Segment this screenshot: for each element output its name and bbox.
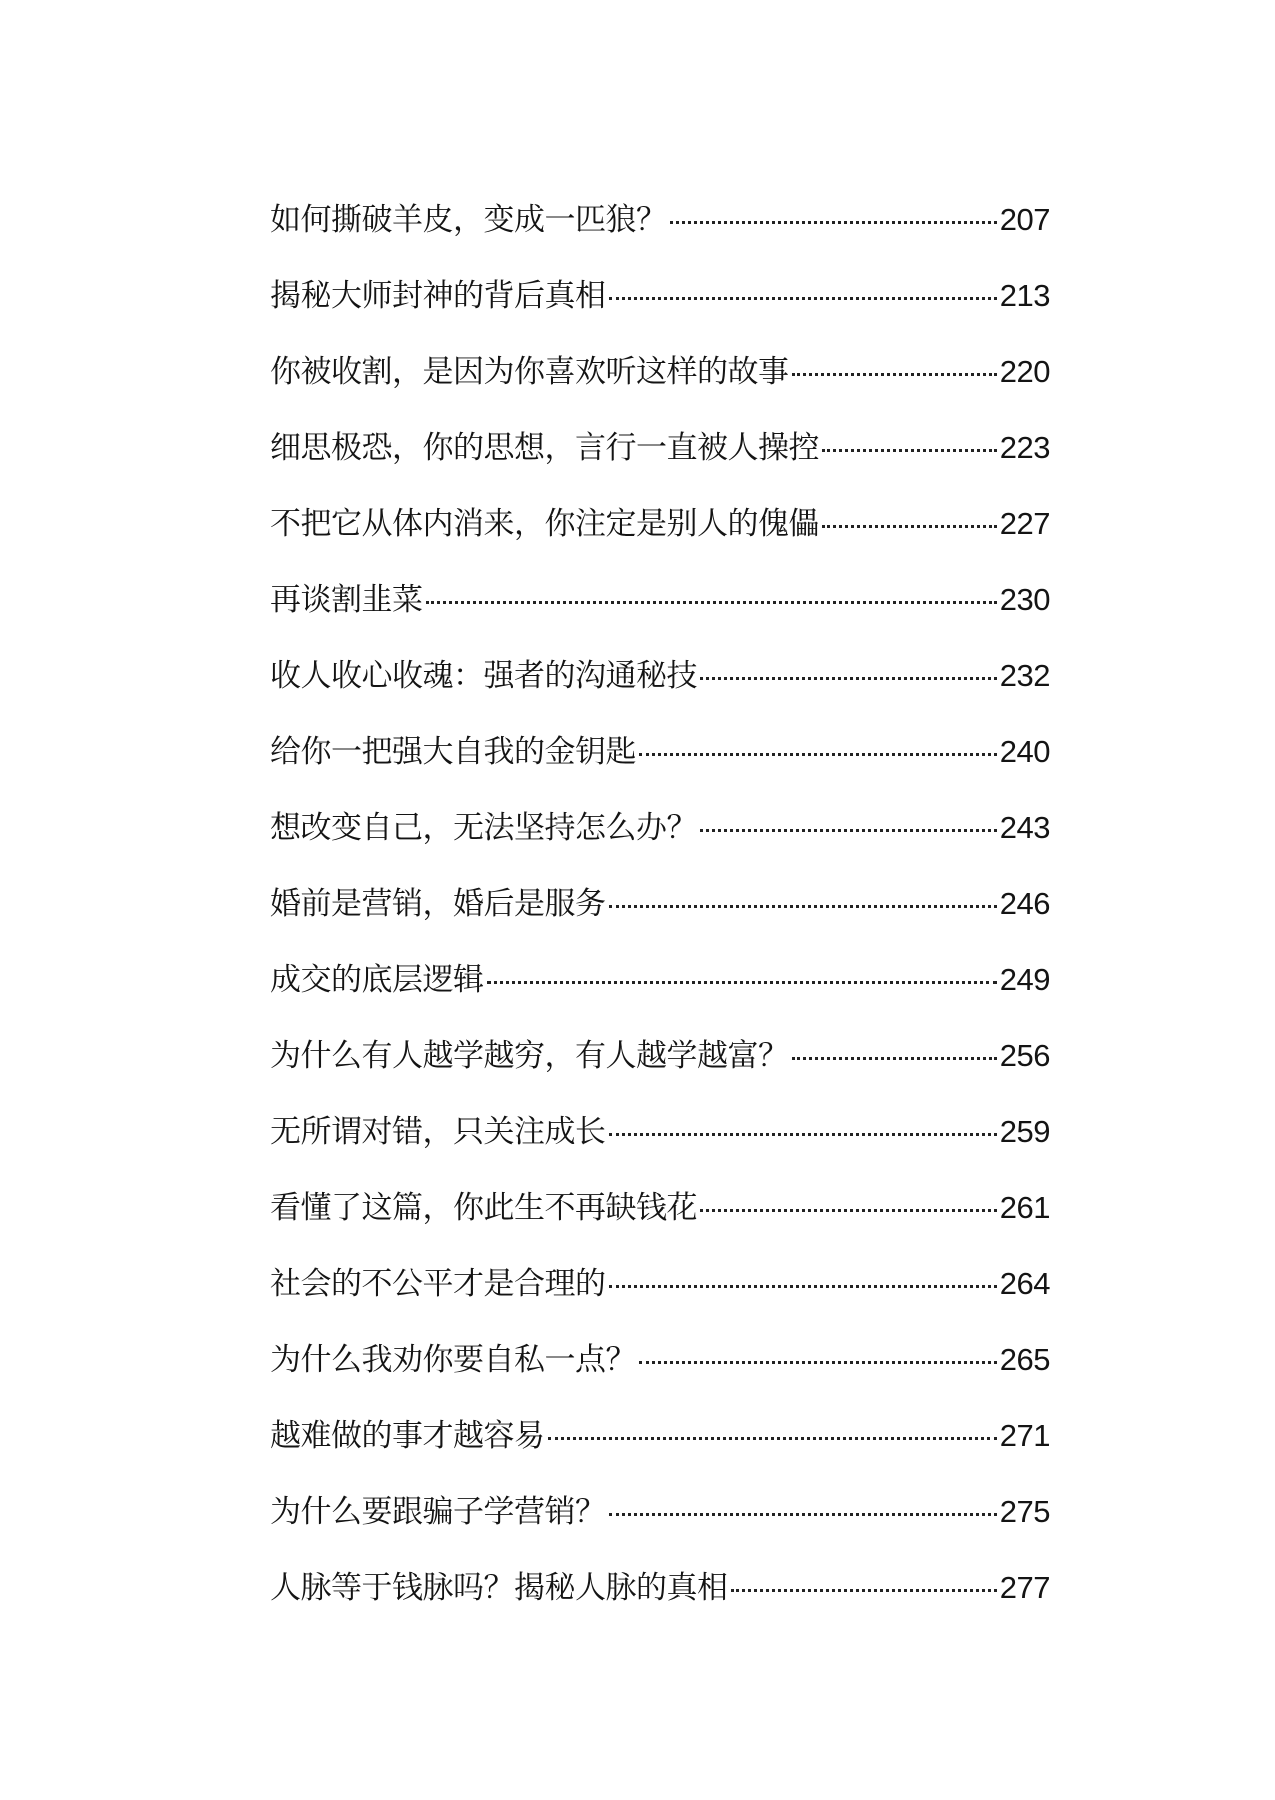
toc-page-number: 207	[999, 202, 1050, 237]
toc-page-number: 243	[999, 810, 1050, 845]
toc-entry[interactable]	[270, 942, 1050, 1018]
toc-page-number: 249	[999, 962, 1050, 997]
toc-dot-leader	[609, 297, 997, 300]
toc-entry[interactable]	[270, 866, 1050, 942]
toc-entry[interactable]	[270, 1322, 1050, 1398]
toc-entry[interactable]	[270, 258, 1050, 334]
toc-entry[interactable]	[270, 182, 1050, 258]
toc-entry-title: 婚前是营销，婚后是服务	[270, 886, 606, 922]
toc-page-number: 259	[999, 1114, 1050, 1149]
table-of-contents	[270, 182, 1050, 1626]
toc-page-number: 223	[999, 430, 1050, 465]
toc-page-number: 246	[999, 886, 1050, 921]
toc-dot-leader	[700, 829, 997, 832]
toc-entry-title: 再谈割韭菜	[270, 582, 423, 618]
toc-entry-title: 为什么有人越学越穷，有人越学越富？	[270, 1038, 789, 1074]
toc-entry-title: 你被收割，是因为你喜欢听这样的故事	[270, 354, 789, 390]
toc-entry-title: 成交的底层逻辑	[270, 962, 484, 998]
toc-page-number: 227	[999, 506, 1050, 541]
toc-dot-leader	[609, 1513, 997, 1516]
toc-entry-title: 无所谓对错，只关注成长	[270, 1114, 606, 1150]
toc-page-number: 275	[999, 1494, 1050, 1529]
toc-entry[interactable]	[270, 638, 1050, 714]
toc-page-number: 220	[999, 354, 1050, 389]
toc-dot-leader	[670, 221, 997, 224]
toc-dot-leader	[700, 677, 997, 680]
toc-page-number: 213	[999, 278, 1050, 313]
toc-page-number: 265	[999, 1342, 1050, 1377]
toc-dot-leader	[609, 1133, 997, 1136]
toc-entry[interactable]	[270, 1094, 1050, 1170]
toc-page-number: 271	[999, 1418, 1050, 1453]
toc-entry[interactable]	[270, 334, 1050, 410]
toc-entry-title: 给你一把强大自我的金钥匙	[270, 734, 636, 770]
toc-entry-title: 为什么我劝你要自私一点？	[270, 1342, 636, 1378]
toc-entry-title: 人脉等于钱脉吗？揭秘人脉的真相	[270, 1570, 728, 1606]
toc-dot-leader	[487, 981, 997, 984]
toc-entry[interactable]	[270, 486, 1050, 562]
toc-entry[interactable]	[270, 410, 1050, 486]
toc-dot-leader	[731, 1589, 997, 1592]
toc-dot-leader	[700, 1209, 997, 1212]
toc-entry-title: 看懂了这篇，你此生不再缺钱花	[270, 1190, 697, 1226]
toc-page-number: 261	[999, 1190, 1050, 1225]
toc-page-number: 277	[999, 1570, 1050, 1605]
toc-page-number: 232	[999, 658, 1050, 693]
toc-dot-leader	[822, 525, 997, 528]
toc-dot-leader	[609, 1285, 997, 1288]
toc-entry-title: 社会的不公平才是合理的	[270, 1266, 606, 1302]
toc-entry[interactable]	[270, 562, 1050, 638]
toc-entry-title: 细思极恐，你的思想，言行一直被人操控	[270, 430, 819, 466]
toc-dot-leader	[548, 1437, 997, 1440]
toc-page-number: 240	[999, 734, 1050, 769]
toc-dot-leader	[822, 449, 997, 452]
toc-entry-title: 想改变自己，无法坚持怎么办？	[270, 810, 697, 846]
toc-entry[interactable]	[270, 714, 1050, 790]
toc-entry[interactable]	[270, 1018, 1050, 1094]
toc-page-number: 256	[999, 1038, 1050, 1073]
toc-entry-title: 不把它从体内消来，你注定是别人的傀儡	[270, 506, 819, 542]
toc-entry-title: 揭秘大师封神的背后真相	[270, 278, 606, 314]
toc-entry-title: 为什么要跟骗子学营销？	[270, 1494, 606, 1530]
toc-dot-leader	[792, 1057, 997, 1060]
toc-entry-title: 收人收心收魂：强者的沟通秘技	[270, 658, 697, 694]
toc-dot-leader	[426, 601, 997, 604]
toc-entry[interactable]	[270, 1170, 1050, 1246]
toc-page-number: 230	[999, 582, 1050, 617]
toc-page-number: 264	[999, 1266, 1050, 1301]
toc-dot-leader	[792, 373, 997, 376]
toc-entry-title: 越难做的事才越容易	[270, 1418, 545, 1454]
toc-entry[interactable]	[270, 1398, 1050, 1474]
toc-entry[interactable]	[270, 790, 1050, 866]
toc-entry[interactable]	[270, 1246, 1050, 1322]
toc-dot-leader	[639, 753, 997, 756]
toc-entry-title: 如何撕破羊皮，变成一匹狼？	[270, 202, 667, 238]
toc-entry[interactable]	[270, 1474, 1050, 1550]
toc-dot-leader	[639, 1361, 997, 1364]
toc-entry[interactable]	[270, 1550, 1050, 1626]
toc-dot-leader	[609, 905, 997, 908]
